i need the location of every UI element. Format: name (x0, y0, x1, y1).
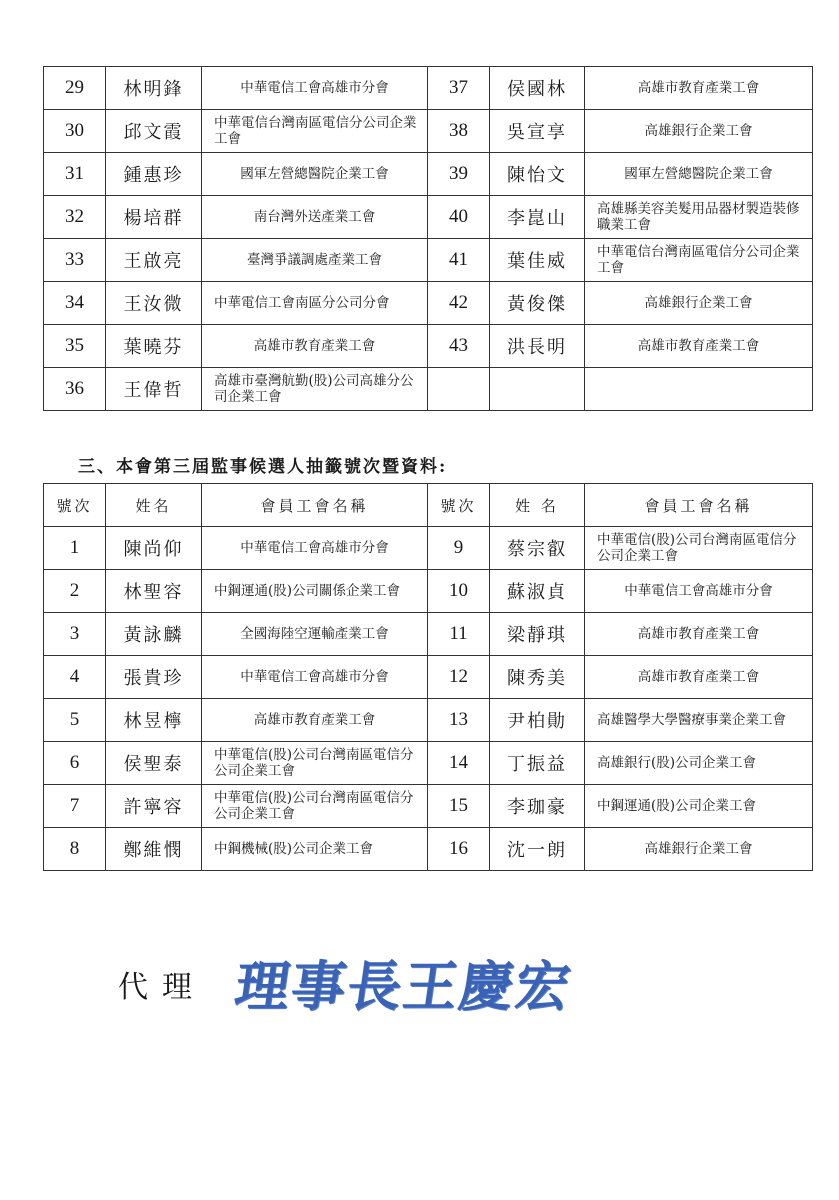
name-cell: 林明鋒 (106, 67, 202, 110)
table-row (44, 656, 813, 699)
number-cell: 33 (44, 239, 106, 282)
number-cell: 16 (428, 828, 490, 871)
number-cell: 39 (428, 153, 490, 196)
number-cell: 11 (428, 613, 490, 656)
number-cell: 9 (428, 527, 490, 570)
union-cell: 中華電信工會高雄市分會 (585, 570, 813, 613)
number-cell: 3 (44, 613, 106, 656)
header-name-2: 姓 名 (490, 484, 585, 527)
name-cell: 王偉哲 (106, 368, 202, 411)
union-cell: 中華電信工會高雄市分會 (202, 67, 428, 110)
table-row (44, 110, 813, 153)
name-cell: 王啟亮 (106, 239, 202, 282)
union-cell: 高雄銀行(股)公司企業工會 (585, 742, 813, 785)
name-cell: 陳尚仰 (106, 527, 202, 570)
table-row (44, 325, 813, 368)
number-cell: 30 (44, 110, 106, 153)
number-cell: 5 (44, 699, 106, 742)
union-cell: 高雄市教育產業工會 (585, 613, 813, 656)
table-row (44, 570, 813, 613)
supervisor-candidate-table (43, 483, 813, 871)
name-cell: 林昱檸 (106, 699, 202, 742)
header-number: 號次 (44, 484, 106, 527)
table-row (44, 613, 813, 656)
union-cell: 高雄銀行企業工會 (585, 282, 813, 325)
number-cell: 4 (44, 656, 106, 699)
name-cell: 洪長明 (490, 325, 585, 368)
name-cell: 沈一朗 (490, 828, 585, 871)
table-row (44, 196, 813, 239)
union-cell: 國軍左營總醫院企業工會 (202, 153, 428, 196)
table-row (44, 368, 813, 411)
number-cell: 15 (428, 785, 490, 828)
union-cell: 全國海陸空運輸產業工會 (202, 613, 428, 656)
name-cell: 丁振益 (490, 742, 585, 785)
name-cell: 李崑山 (490, 196, 585, 239)
name-cell: 陳秀美 (490, 656, 585, 699)
number-cell: 8 (44, 828, 106, 871)
name-cell: 李珈豪 (490, 785, 585, 828)
number-cell: 34 (44, 282, 106, 325)
union-cell: 中華電信台灣南區電信分公司企業工會 (202, 110, 428, 153)
supervisor-table-body (44, 527, 813, 871)
name-cell: 葉曉芬 (106, 325, 202, 368)
union-cell: 中鋼運通(股)公司企業工會 (585, 785, 813, 828)
union-cell: 中華電信工會高雄市分會 (202, 656, 428, 699)
union-cell: 高雄市臺灣航勤(股)公司高雄分公司企業工會 (202, 368, 428, 411)
signature-prefix: 代理 (118, 970, 206, 1005)
union-cell: 中華電信(股)公司台灣南區電信分公司企業工會 (585, 527, 813, 570)
header-name: 姓名 (106, 484, 202, 527)
union-cell: 高雄市教育產業工會 (585, 656, 813, 699)
name-cell (490, 368, 585, 411)
union-cell: 中華電信(股)公司台灣南區電信分公司企業工會 (202, 785, 428, 828)
number-cell: 13 (428, 699, 490, 742)
union-cell: 中華電信台灣南區電信分公司企業工會 (585, 239, 813, 282)
header-union-2: 會員工會名稱 (585, 484, 813, 527)
table-row (44, 67, 813, 110)
union-cell: 國軍左營總醫院企業工會 (585, 153, 813, 196)
number-cell: 6 (44, 742, 106, 785)
union-cell: 高雄市教育產業工會 (202, 699, 428, 742)
number-cell: 2 (44, 570, 106, 613)
union-cell: 中華電信工會南區分公司分會 (202, 282, 428, 325)
union-cell: 高雄縣美容美髮用品器材製造裝修職業工會 (585, 196, 813, 239)
section-heading: 三、本會第三屆監事候選人抽籤號次暨資料: (78, 457, 448, 477)
number-cell (428, 368, 490, 411)
number-cell: 14 (428, 742, 490, 785)
number-cell: 41 (428, 239, 490, 282)
union-cell: 高雄市教育產業工會 (585, 325, 813, 368)
number-cell: 38 (428, 110, 490, 153)
number-cell: 40 (428, 196, 490, 239)
union-cell: 中華電信(股)公司台灣南區電信分公司企業工會 (202, 742, 428, 785)
union-cell: 中華電信工會高雄市分會 (202, 527, 428, 570)
number-cell: 1 (44, 527, 106, 570)
table-row (44, 153, 813, 196)
name-cell: 陳怡文 (490, 153, 585, 196)
number-cell: 12 (428, 656, 490, 699)
candidate-table-body (44, 67, 813, 411)
union-cell (585, 368, 813, 411)
name-cell: 鍾惠珍 (106, 153, 202, 196)
name-cell: 蘇淑貞 (490, 570, 585, 613)
name-cell: 吳宣享 (490, 110, 585, 153)
name-cell: 侯國林 (490, 67, 585, 110)
union-cell: 南台灣外送產業工會 (202, 196, 428, 239)
union-cell: 中鋼運通(股)公司關係企業工會 (202, 570, 428, 613)
name-cell: 蔡宗叡 (490, 527, 585, 570)
number-cell: 10 (428, 570, 490, 613)
name-cell: 尹柏勛 (490, 699, 585, 742)
number-cell: 35 (44, 325, 106, 368)
number-cell: 29 (44, 67, 106, 110)
union-cell: 中鋼機械(股)公司企業工會 (202, 828, 428, 871)
name-cell: 黃俊傑 (490, 282, 585, 325)
name-cell: 邱文霞 (106, 110, 202, 153)
table-header-row (44, 484, 813, 527)
table-row (44, 699, 813, 742)
union-cell: 高雄市教育產業工會 (585, 67, 813, 110)
number-cell: 42 (428, 282, 490, 325)
table-row (44, 239, 813, 282)
union-cell: 高雄市教育產業工會 (202, 325, 428, 368)
table-row (44, 785, 813, 828)
table-row (44, 742, 813, 785)
name-cell: 梁靜琪 (490, 613, 585, 656)
name-cell: 黃詠麟 (106, 613, 202, 656)
table-row (44, 282, 813, 325)
table-row (44, 828, 813, 871)
table-row (44, 527, 813, 570)
number-cell: 31 (44, 153, 106, 196)
name-cell: 林聖容 (106, 570, 202, 613)
union-cell: 高雄銀行企業工會 (585, 828, 813, 871)
number-cell: 37 (428, 67, 490, 110)
name-cell: 許寧容 (106, 785, 202, 828)
name-cell: 楊培群 (106, 196, 202, 239)
header-number-2: 號次 (428, 484, 490, 527)
union-cell: 高雄醫學大學醫療事業企業工會 (585, 699, 813, 742)
union-cell: 高雄銀行企業工會 (585, 110, 813, 153)
number-cell: 7 (44, 785, 106, 828)
number-cell: 36 (44, 368, 106, 411)
name-cell: 張貴珍 (106, 656, 202, 699)
name-cell: 葉佳威 (490, 239, 585, 282)
number-cell: 43 (428, 325, 490, 368)
number-cell: 32 (44, 196, 106, 239)
header-union: 會員工會名稱 (202, 484, 428, 527)
name-cell: 侯聖泰 (106, 742, 202, 785)
name-cell: 鄭維憫 (106, 828, 202, 871)
signature-stamp: 理事長王慶宏 (231, 955, 576, 1018)
candidate-table-continued (43, 66, 813, 411)
name-cell: 王汝微 (106, 282, 202, 325)
union-cell: 臺灣爭議調處產業工會 (202, 239, 428, 282)
